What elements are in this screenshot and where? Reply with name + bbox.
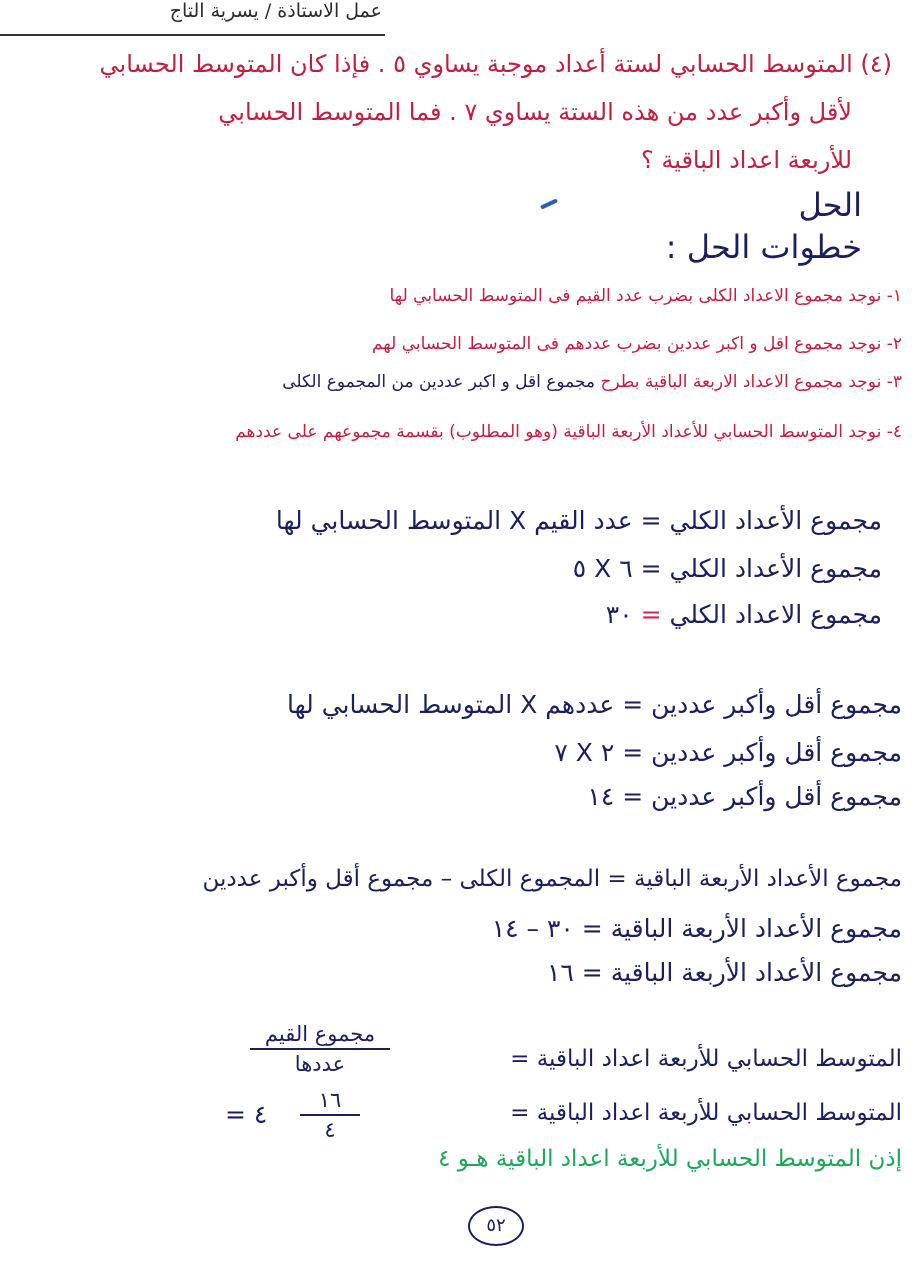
step-1 — [390, 286, 902, 306]
question-line-1: (٤) المتوسط الحسابي لستة أعداد موجبة يساوي ٥ . فإذا كان المتوسط الحسابي — [99, 50, 892, 78]
calc4-line-1-label: المتوسط الحسابي للأربعة اعداد الباقية = — [510, 1046, 902, 1072]
calc4-line-2-label: المتوسط الحسابي للأربعة اعداد الباقية = — [510, 1100, 902, 1126]
step-text-part-a: نوجد مجموع الاعداد الاربعة الباقية بطرح — [600, 372, 882, 392]
step-4 — [235, 422, 902, 442]
calc1-line-3 — [606, 600, 882, 629]
calc4-line-2-result: = ٤ — [225, 1100, 268, 1129]
calc3-line-3: مجموع الأعداد الأربعة الباقية = ١٦ — [547, 958, 902, 987]
question-line-3: للأربعة اعداد الباقية ؟ — [640, 146, 852, 174]
calc1-line-2: مجموع الأعداد الكلي = ٦ X ٥ — [572, 554, 882, 583]
calc2-line-3: مجموع أقل وأكبر عددين = ١٤ — [587, 782, 902, 811]
calc1-line-1: مجموع الأعداد الكلي = عدد القيم X المتوسط الحسابي لها — [275, 506, 882, 535]
calc1-line-3-label: مجموع الاعداد الكلي — [669, 600, 882, 629]
step-text: نوجد المتوسط الحسابي للأعداد الأربعة الباقية (وهو المطلوب) بقسمة مجموعهم على عددهم — [235, 422, 882, 442]
final-answer: إذن المتوسط الحسابي للأربعة اعداد الباقية هـو ٤ — [438, 1146, 902, 1172]
calc2-line-2: مجموع أقل وأكبر عددين = ٢ X ٧ — [554, 738, 902, 767]
solution-title: الحل — [798, 186, 862, 224]
calc1-line-3-equals: = — [640, 600, 662, 629]
pen-mark — [540, 198, 558, 209]
calc2-line-1: مجموع أقل وأكبر عددين = عددهم X المتوسط الحسابي لها — [287, 690, 902, 719]
step-text: نوجد مجموع الاعداد الكلى بضرب عدد القيم فى المتوسط الحسابي لها — [389, 286, 882, 306]
fraction-denominator: عددها — [294, 1052, 346, 1076]
page-number: ٥٢ — [468, 1206, 524, 1246]
calc3-line-1: مجموع الأعداد الأربعة الباقية = المجموع الكلى – مجموع أقل وأكبر عددين — [202, 866, 902, 892]
step-number: ٣- — [886, 372, 902, 392]
step-3 — [282, 372, 902, 392]
calc1-line-3-value: ٣٠ — [605, 600, 633, 629]
header-underline — [0, 34, 385, 36]
step-text-part-b: مجموع اقل و اكبر عددين من المجموع الكلى — [282, 372, 596, 392]
fraction-numerator: مجموع القيم — [250, 1022, 390, 1050]
step-2 — [372, 334, 902, 354]
fraction-numerator: ١٦ — [300, 1088, 360, 1116]
step-text: نوجد مجموع اقل و اكبر عددين بضرب عددهم فى المتوسط الحسابي لهم — [371, 334, 882, 354]
solution-steps-title: خطوات الحل : — [665, 228, 862, 266]
step-number: ٢- — [886, 334, 902, 354]
calc3-line-2: مجموع الأعداد الأربعة الباقية = ٣٠ – ١٤ — [491, 914, 902, 943]
author-header: عمل الاستاذة / يسرية التاج — [169, 0, 382, 22]
fraction-denominator: ٤ — [324, 1118, 336, 1142]
question-line-2: لأقل وأكبر عدد من هذه الستة يساوي ٧ . فما المتوسط الحسابي — [218, 98, 852, 126]
step-number: ٤- — [886, 422, 902, 442]
fraction-16-over-4 — [300, 1088, 360, 1142]
fraction-sum-over-count — [250, 1022, 390, 1076]
step-number: ١- — [886, 286, 902, 306]
